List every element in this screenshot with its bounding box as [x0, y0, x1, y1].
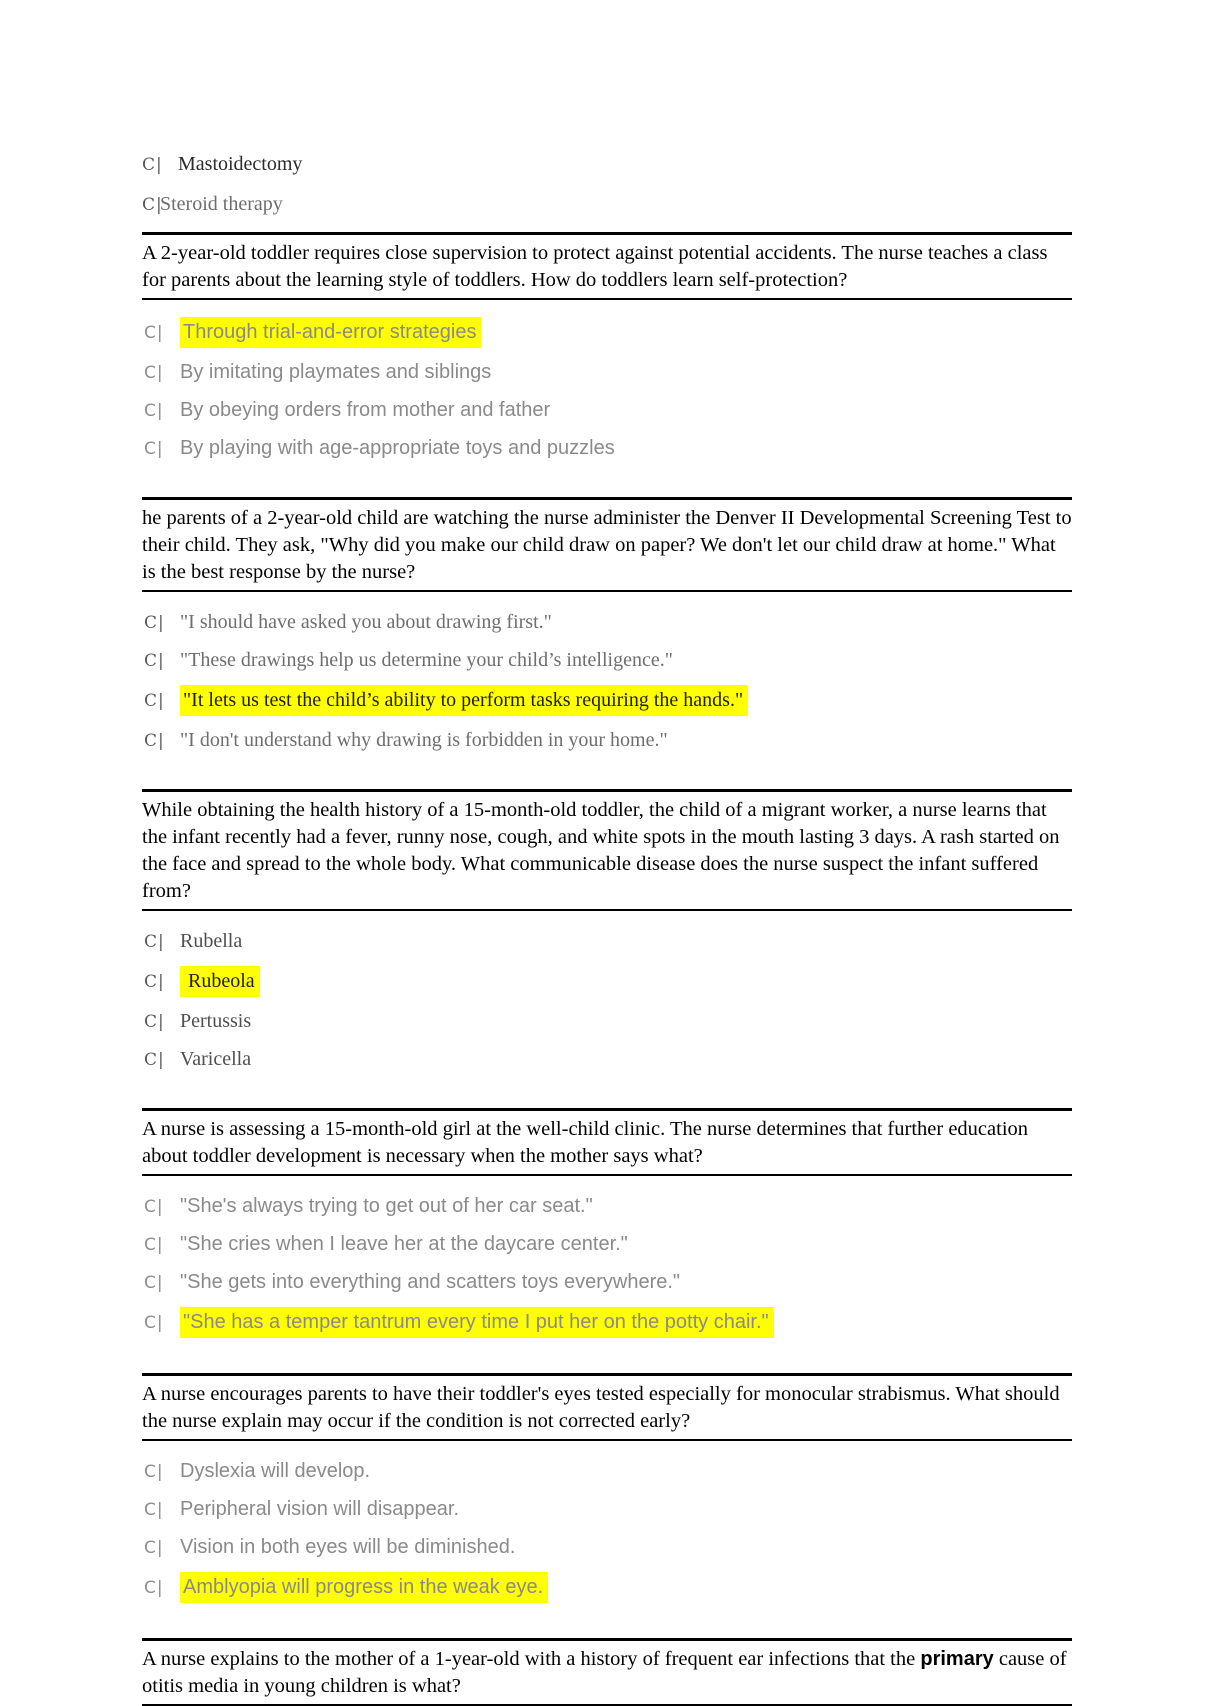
answer-option[interactable]	[144, 435, 1072, 462]
radio-icon[interactable]: C|	[144, 1197, 164, 1217]
radio-icon[interactable]: C|	[144, 439, 164, 459]
question-text	[142, 1646, 1072, 1706]
answer-option[interactable]	[144, 317, 1072, 348]
radio-icon[interactable]: C|	[144, 613, 165, 633]
radio-icon[interactable]: C|	[144, 1538, 164, 1558]
radio-icon[interactable]: C|	[144, 1235, 164, 1255]
answer-option[interactable]	[144, 685, 1072, 716]
answer-option[interactable]	[144, 609, 1072, 636]
answer-options	[142, 592, 1072, 775]
top-answer-options	[142, 151, 1072, 218]
radio-icon[interactable]: C|	[144, 1462, 164, 1482]
option-label: "I don't understand why drawing is forbidden in your home."	[180, 729, 668, 751]
radio-icon[interactable]: C|	[142, 155, 163, 175]
answer-option[interactable]	[144, 647, 1072, 674]
option-label: By obeying orders from mother and father	[180, 399, 551, 421]
radio-icon[interactable]: C|	[144, 691, 165, 711]
question-block	[142, 497, 1072, 775]
question-text: A 2-year-old toddler requires close supervision to protect against potential accidents. The nurse teaches a class for parents about the learning style of toddlers. How do toddlers learn self-protection?	[142, 240, 1072, 300]
question-text: While obtaining the health history of a 15-month-old toddler, the child of a migrant worker, a nurse learns that the infant recently had a fever, runny nose, cough, and white spots in the mouth lasting 3 days. A rash started on the face and spread to the whole body. What communicable disease does the nurse suspect the infant suffered from?	[142, 797, 1072, 911]
option-label: Pertussis	[180, 1010, 252, 1032]
answer-option[interactable]	[144, 1231, 1072, 1258]
option-label: Vision in both eyes will be diminished.	[180, 1536, 516, 1558]
option-label: Rubella	[180, 930, 243, 952]
option-label: "She gets into everything and scatters toys everywhere."	[180, 1271, 681, 1293]
question-block	[142, 1373, 1072, 1624]
question-text-segment: cause of otitis media in young children is what?	[142, 1648, 1067, 1697]
option-label-highlighted: Through trial-and-error strategies	[180, 317, 481, 348]
radio-icon[interactable]: C|	[144, 1012, 165, 1032]
question-block	[142, 1638, 1072, 1706]
option-label-highlighted: Amblyopia will progress in the weak eye.	[180, 1572, 548, 1603]
answer-option[interactable]	[144, 397, 1072, 424]
option-label: Varicella	[180, 1048, 252, 1070]
answer-option[interactable]	[144, 1534, 1072, 1561]
answer-option[interactable]	[144, 727, 1072, 754]
answer-option[interactable]	[144, 359, 1072, 386]
answer-option[interactable]	[144, 1496, 1072, 1523]
option-label: "She's always trying to get out of her car seat."	[180, 1195, 593, 1217]
radio-icon[interactable]: C|	[144, 932, 165, 952]
answer-option[interactable]	[144, 1193, 1072, 1220]
answer-option[interactable]	[144, 1269, 1072, 1296]
answer-option[interactable]	[144, 1008, 1072, 1035]
question-block	[142, 1108, 1072, 1359]
answer-option[interactable]	[144, 1307, 1072, 1338]
answer-option[interactable]	[144, 1458, 1072, 1485]
option-label: By imitating playmates and siblings	[180, 361, 492, 383]
option-label-highlighted: "It lets us test the child’s ability to perform tasks requiring the hands."	[180, 685, 748, 716]
answer-options	[142, 1176, 1072, 1359]
answer-option[interactable]	[144, 1572, 1072, 1603]
question-text-bold-word: primary	[920, 1648, 994, 1670]
radio-icon[interactable]: C|	[144, 731, 165, 751]
question-block	[142, 789, 1072, 1094]
radio-icon[interactable]: C|	[144, 651, 165, 671]
option-label: "These drawings help us determine your child’s intelligence."	[180, 649, 673, 671]
option-label: Mastoidectomy	[178, 153, 303, 175]
option-label-highlighted: "She has a temper tantrum every time I put her on the potty chair."	[180, 1307, 774, 1338]
radio-icon[interactable]: C|	[144, 1273, 164, 1293]
answer-option[interactable]	[142, 151, 1072, 178]
answer-options	[142, 911, 1072, 1094]
answer-options	[142, 300, 1072, 483]
option-label: "She cries when I leave her at the daycare center."	[180, 1233, 628, 1255]
answer-option[interactable]	[144, 928, 1072, 955]
radio-icon[interactable]: C|	[144, 1500, 164, 1520]
question-text-segment: A nurse explains to the mother of a 1-year-old with a history of frequent ear infections that the	[142, 1648, 921, 1670]
answer-option[interactable]	[144, 966, 1072, 997]
option-label: Dyslexia will develop.	[180, 1460, 371, 1482]
question-text: he parents of a 2-year-old child are watching the nurse administer the Denver II Developmental Screening Test to their child. They ask, "Why did you make our child draw on paper? We don't let our child draw at home." What is the best response by the nurse?	[142, 505, 1072, 592]
answer-options	[142, 1441, 1072, 1624]
question-block	[142, 232, 1072, 483]
radio-icon[interactable]: C|	[142, 195, 163, 215]
question-text: A nurse encourages parents to have their toddler's eyes tested especially for monocular strabismus. What should the nurse explain may occur if the condition is not corrected early?	[142, 1381, 1072, 1441]
answer-option[interactable]	[144, 1046, 1072, 1073]
radio-icon[interactable]: C|	[144, 972, 165, 992]
option-label: Peripheral vision will disappear.	[180, 1498, 460, 1520]
option-label-highlighted: Rubeola	[180, 966, 260, 997]
radio-icon[interactable]: C|	[144, 1313, 164, 1333]
option-label: By playing with age-appropriate toys and puzzles	[180, 437, 615, 459]
question-text: A nurse is assessing a 15-month-old girl at the well-child clinic. The nurse determines that further education about toddler development is necessary when the mother says what?	[142, 1116, 1072, 1176]
radio-icon[interactable]: C|	[144, 401, 164, 421]
radio-icon[interactable]: C|	[144, 1578, 164, 1598]
radio-icon[interactable]: C|	[144, 363, 164, 383]
answer-option[interactable]	[142, 191, 1072, 218]
option-label: Steroid therapy	[160, 193, 283, 215]
radio-icon[interactable]: C|	[144, 323, 164, 343]
radio-icon[interactable]: C|	[144, 1050, 165, 1070]
option-label: "I should have asked you about drawing first."	[180, 611, 552, 633]
